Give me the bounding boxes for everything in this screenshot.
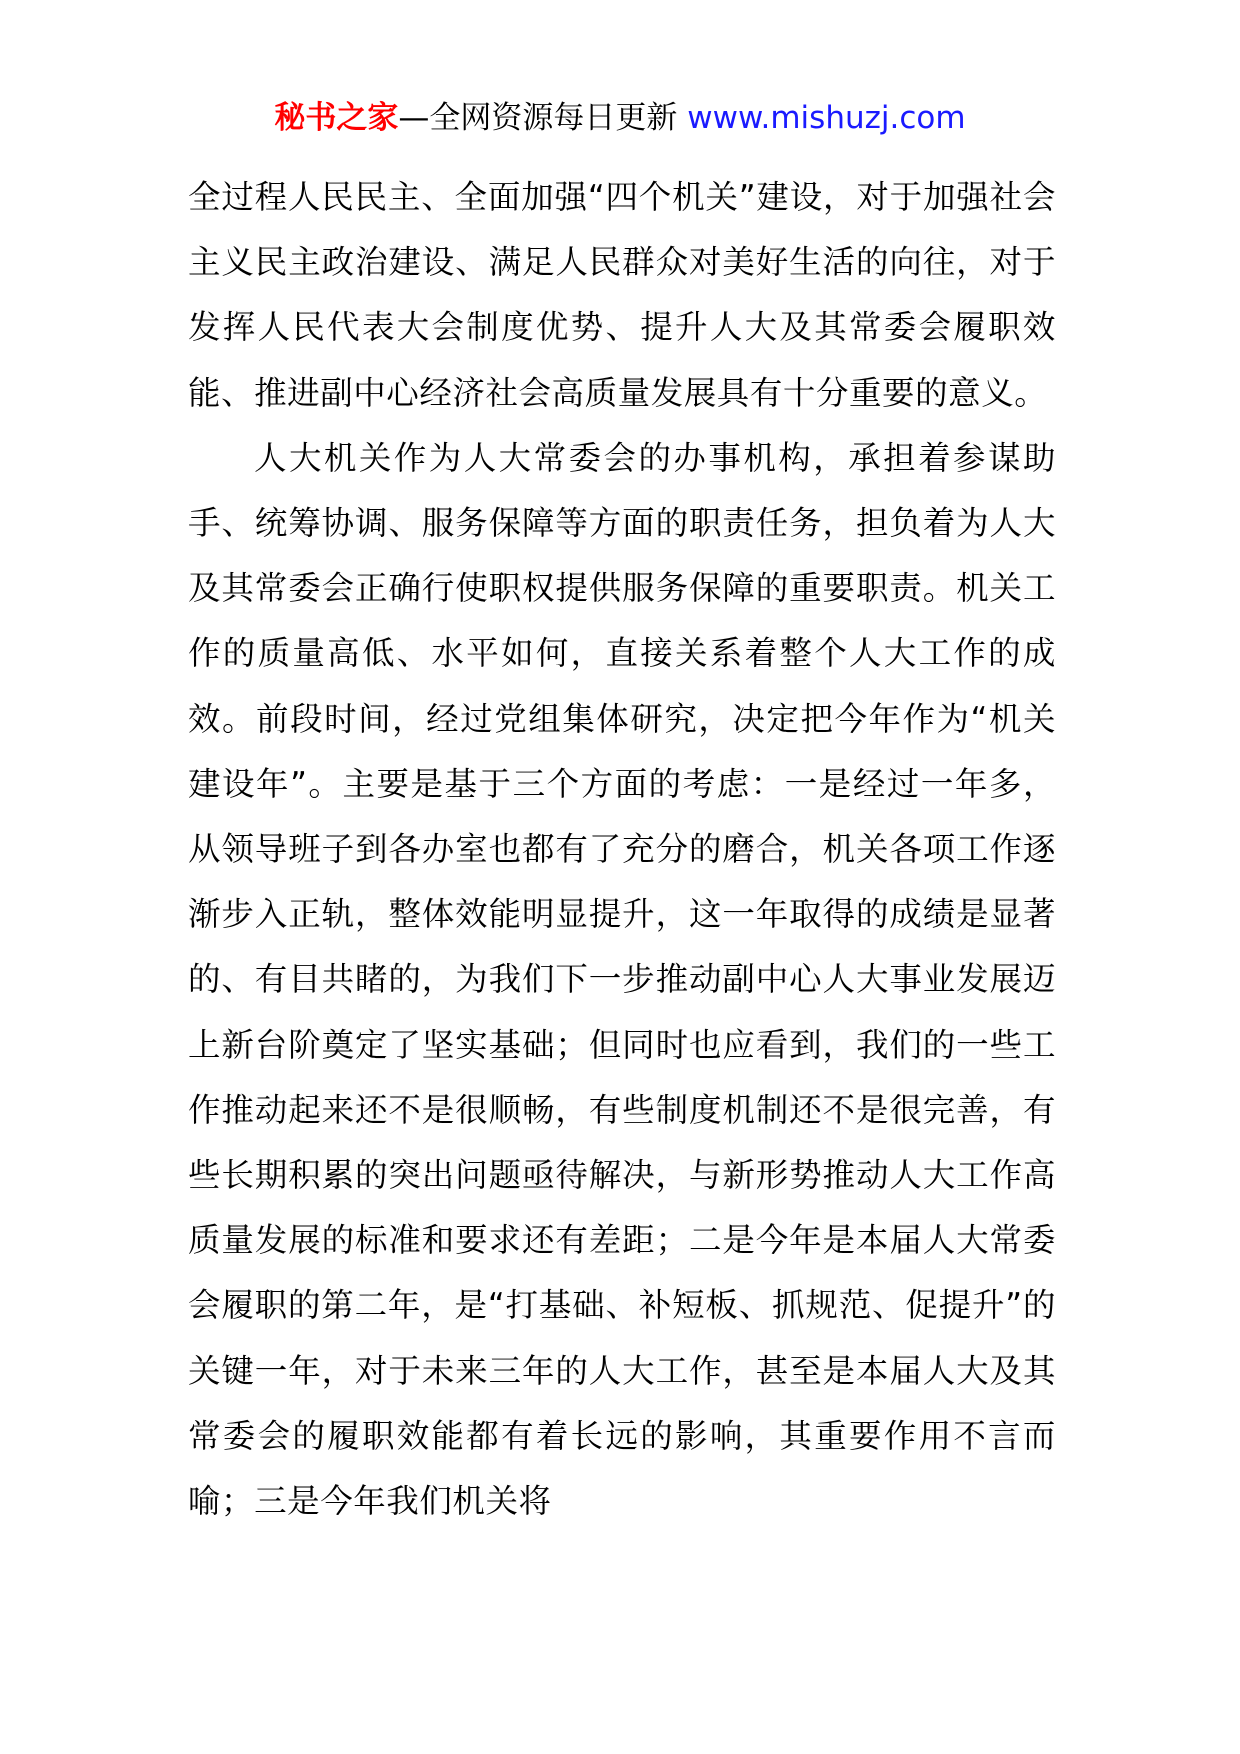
header-brand: 秘书之家 [274, 100, 399, 136]
header-url-link[interactable]: www.mishuzj.com [687, 100, 966, 136]
paragraph-organ-construction: 人大机关作为人大常委会的办事机构，承担着参谋助手、统筹协调、服务保障等方面的职责任务，担负着为人大及其常委会正确行使职权提供服务保障的重要职责。机关工作的质量高低、水平如何，直接关系着整个人大工作的成效。前段时间，经过党组集体研究，决定把今年作为“机关建设年”。主要是基于三个方面的考虑：一是经过一年多，从领导班子到各办室也都有了充分的磨合，机关各项工作逐渐步入正轨，整体效能明显提升，这一年取得的成绩是显著的、有目共睹的，为我们下一步推动副中心人大事业发展迈上新台阶奠定了坚实基础；但同时也应看到，我们的一些工作推动起来还不是很顺畅，有些制度机制还不是很完善，有些长期积累的突出问题亟待解决，与新形势推动人大工作高质量发展的标准和要求还有差距；二是今年是本届人大常委会履职的第二年，是“打基础、补短板、抓规范、促提升”的关键一年，对于未来三年的人大工作，甚至是本届人大及其常委会的履职效能都有着长远的影响，其重要作用不言而喻；三是今年我们机关将 [188, 438, 1056, 1521]
paragraph-continuation: 全过程人民民主、全面加强“四个机关”建设，对于加强社会主义民主政治建设、满足人民群众对美好生活的向往，对于发挥人民代表大会制度优势、提升人大及其常委会履职效能、推进副中心经济社会高质量发展具有十分重要的意义。 [188, 178, 1056, 412]
page-header [0, 98, 1240, 138]
header-slogan: —全网资源每日更新 [398, 100, 678, 136]
document-body [188, 165, 1056, 1534]
